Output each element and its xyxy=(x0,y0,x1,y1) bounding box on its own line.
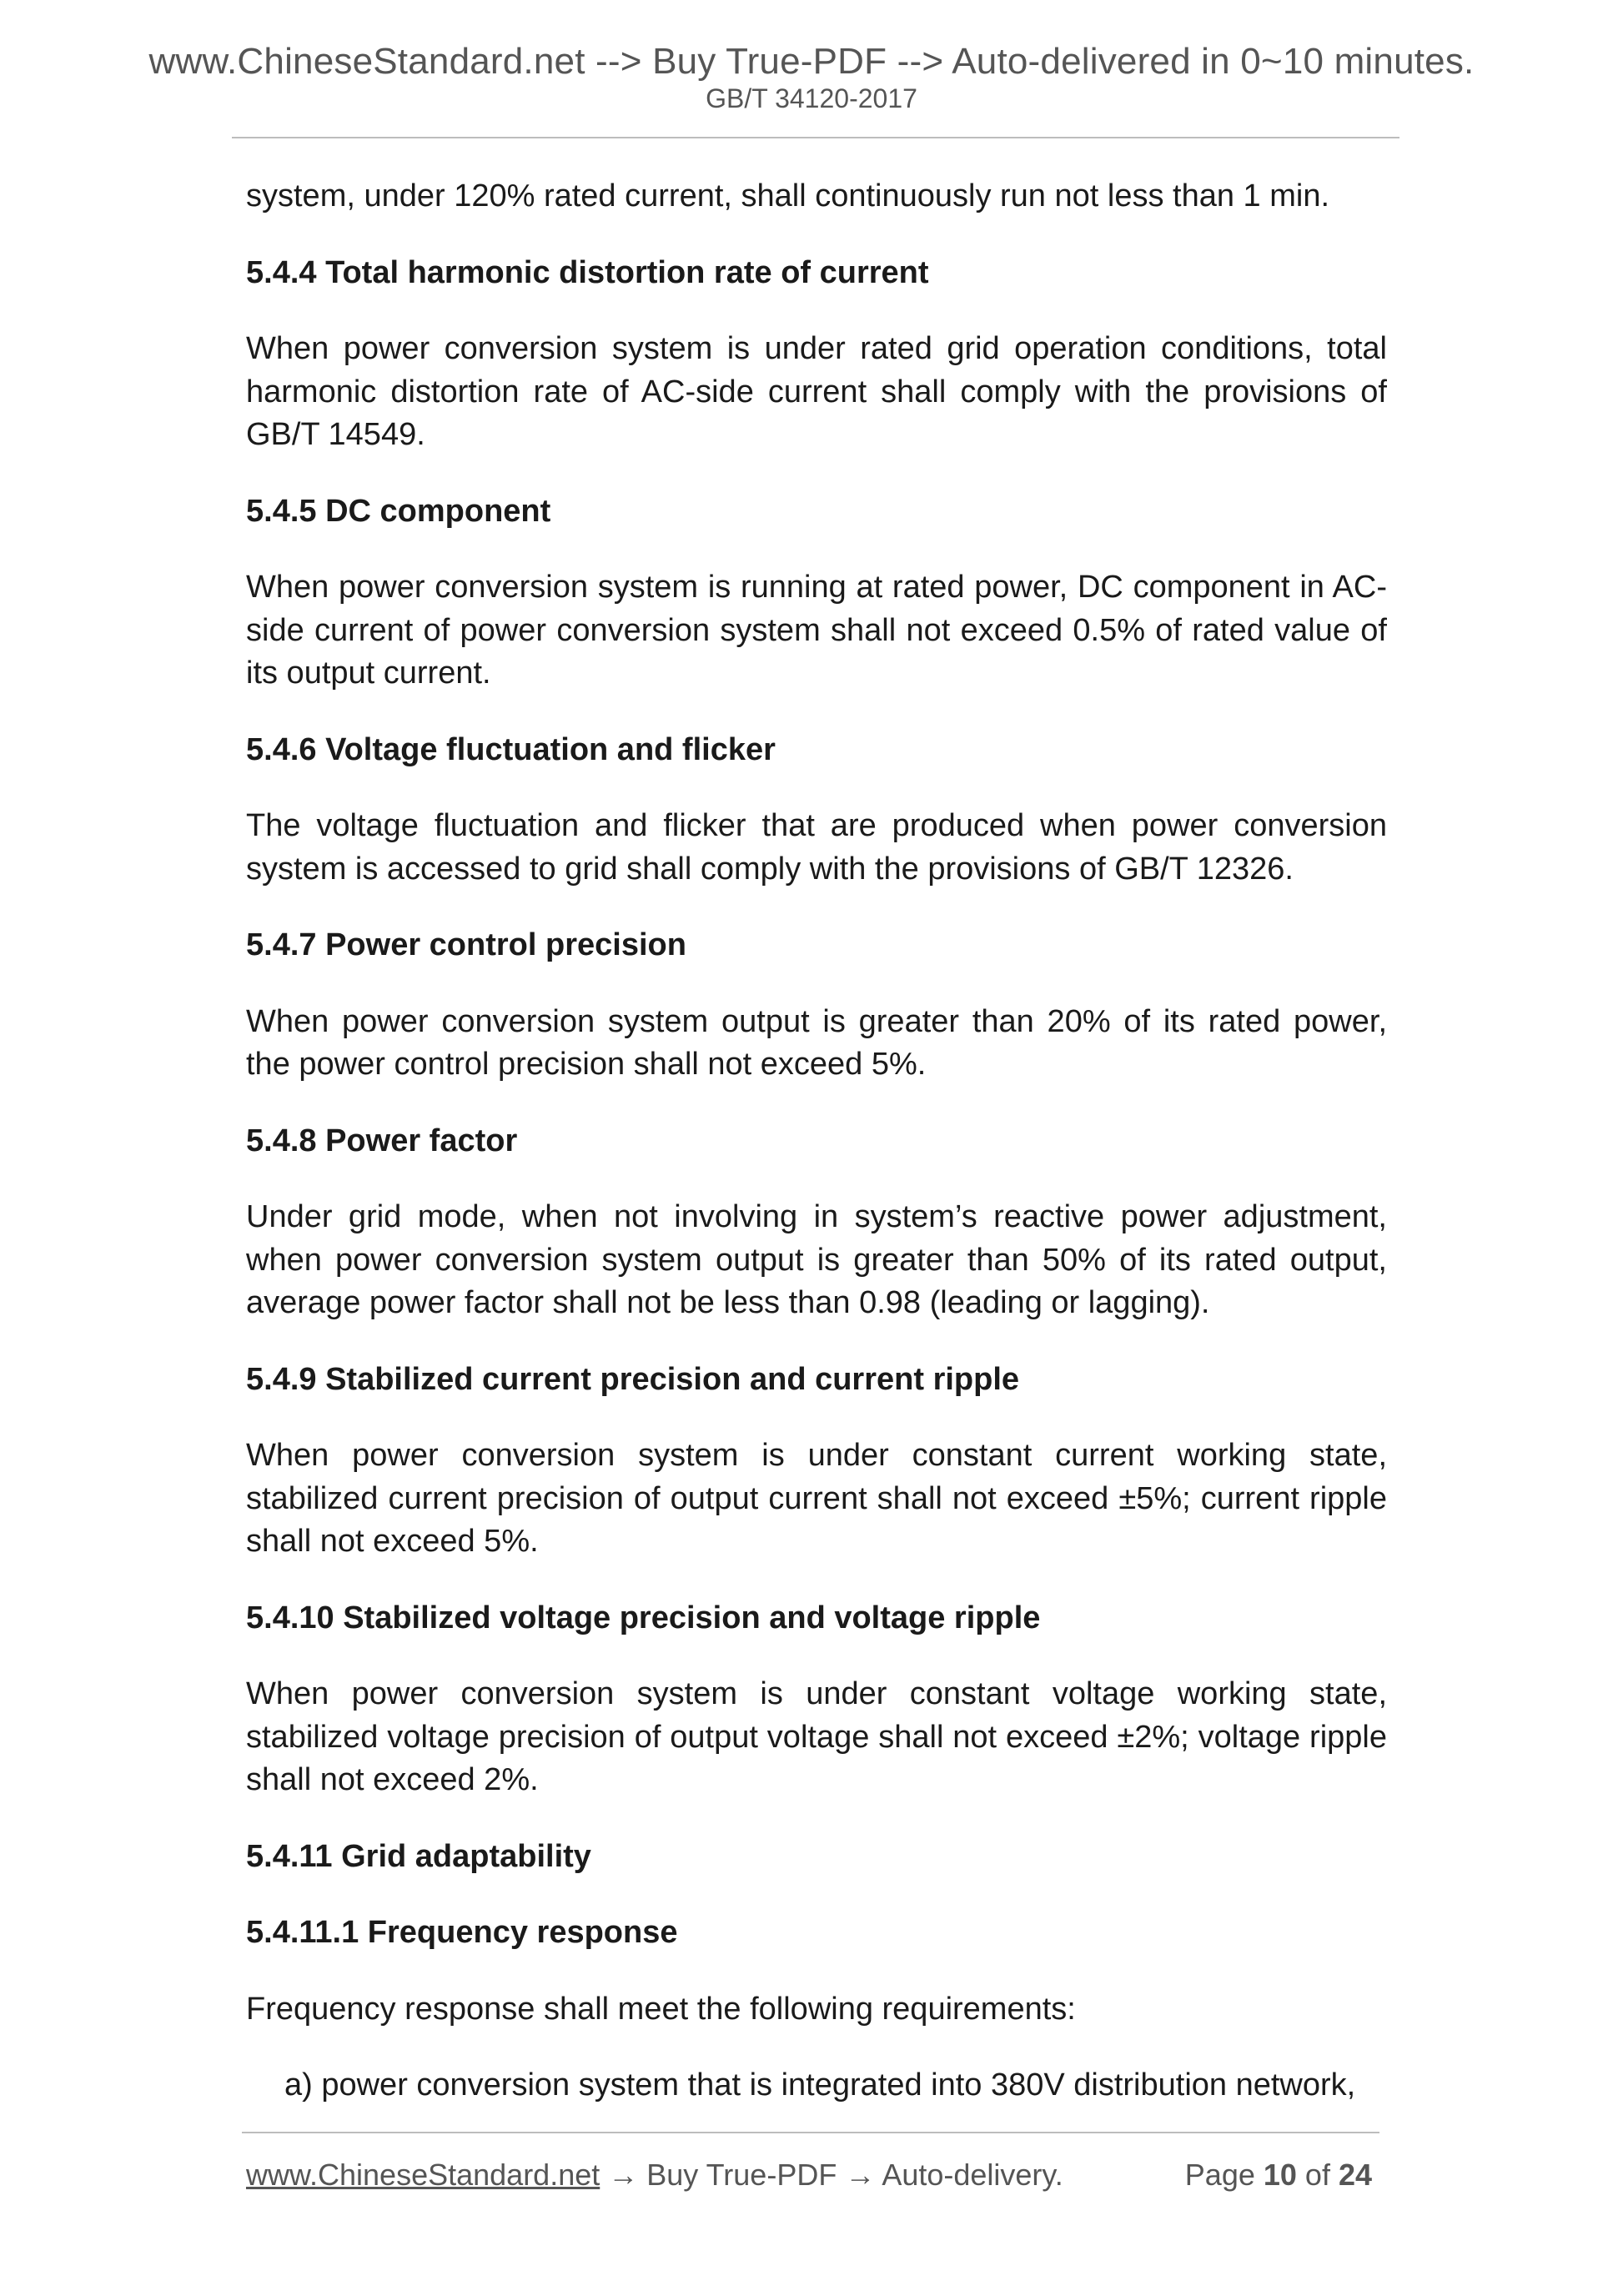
section-5-4-6-text: The voltage fluctuation and flicker that are produced when power conversion system is accessed to grid shall comply with the provisions of GB/T 12326. xyxy=(246,808,1387,887)
section-5-4-8-heading: 5.4.8 Power factor xyxy=(246,1123,518,1158)
footer-promo xyxy=(246,2157,1063,2193)
page-of: of xyxy=(1296,2158,1339,2192)
list-item-a: a) power conversion system that is integrated into 380V distribution network, xyxy=(284,2067,1356,2103)
section-5-4-11-1-text: Frequency response shall meet the following requirements: xyxy=(246,1991,1076,2027)
section-5-4-5-text: When power conversion system is running at rated power, DC component in AC-side current of power conversion system shall not exceed 0.5% of rated value of its output current. xyxy=(246,570,1387,691)
section-5-4-4-heading: 5.4.4 Total harmonic distortion rate of current xyxy=(246,254,929,290)
header-divider xyxy=(232,137,1399,138)
section-5-4-9-text: When power conversion system is under constant current working state, stabilized current precision of output current shall not exceed ±5%; current ripple shall not exceed 5%. xyxy=(246,1438,1387,1559)
continued-paragraph: system, under 120% rated current, shall continuously run not less than 1 min. xyxy=(246,178,1330,214)
top-banner: www.ChineseStandard.net --> Buy True-PDF --> Auto-delivered in 0~10 minutes. xyxy=(148,41,1475,82)
footer-site-link[interactable]: www.ChineseStandard.net xyxy=(246,2158,600,2192)
footer-promo-text: → Buy True-PDF → Auto-delivery. xyxy=(600,2158,1063,2192)
page-label: Page xyxy=(1184,2158,1264,2192)
section-5-4-11-heading: 5.4.11 Grid adaptability xyxy=(246,1838,591,1874)
page-current: 10 xyxy=(1263,2158,1297,2192)
section-5-4-7-heading: 5.4.7 Power control precision xyxy=(246,927,686,962)
page-body xyxy=(246,175,1387,2108)
section-5-4-10-text: When power conversion system is under constant voltage working state, stabilized voltage precision of output voltage shall not exceed ±2%; voltage ripple shall not exceed 2%. xyxy=(246,1676,1387,1797)
section-5-4-6-heading: 5.4.6 Voltage fluctuation and flicker xyxy=(246,731,776,767)
section-5-4-7-text: When power conversion system output is greater than 20% of its rated power, the power control precision shall not exceed 5%. xyxy=(246,1003,1387,1082)
section-5-4-10-heading: 5.4.10 Stabilized voltage precision and voltage ripple xyxy=(246,1600,1041,1635)
section-5-4-5-heading: 5.4.5 DC component xyxy=(246,493,551,529)
page-total: 24 xyxy=(1338,2158,1372,2192)
section-5-4-4-text: When power conversion system is under rated grid operation conditions, total harmonic distortion rate of AC-side current shall comply with the provisions of GB/T 14549. xyxy=(246,331,1387,452)
section-5-4-9-heading: 5.4.9 Stabilized current precision and current ripple xyxy=(246,1361,1020,1397)
section-5-4-11-1-heading: 5.4.11.1 Frequency response xyxy=(246,1915,678,1950)
section-5-4-8-text: Under grid mode, when not involving in system’s reactive power adjustment, when power conversion system output is greater than 50% of its rated output, average power factor shall not be less than 0.98 (leading or lagging). xyxy=(246,1199,1387,1320)
footer-divider xyxy=(242,2132,1379,2133)
page-number xyxy=(1185,2157,1372,2193)
standard-code: GB/T 34120-2017 xyxy=(706,83,917,113)
